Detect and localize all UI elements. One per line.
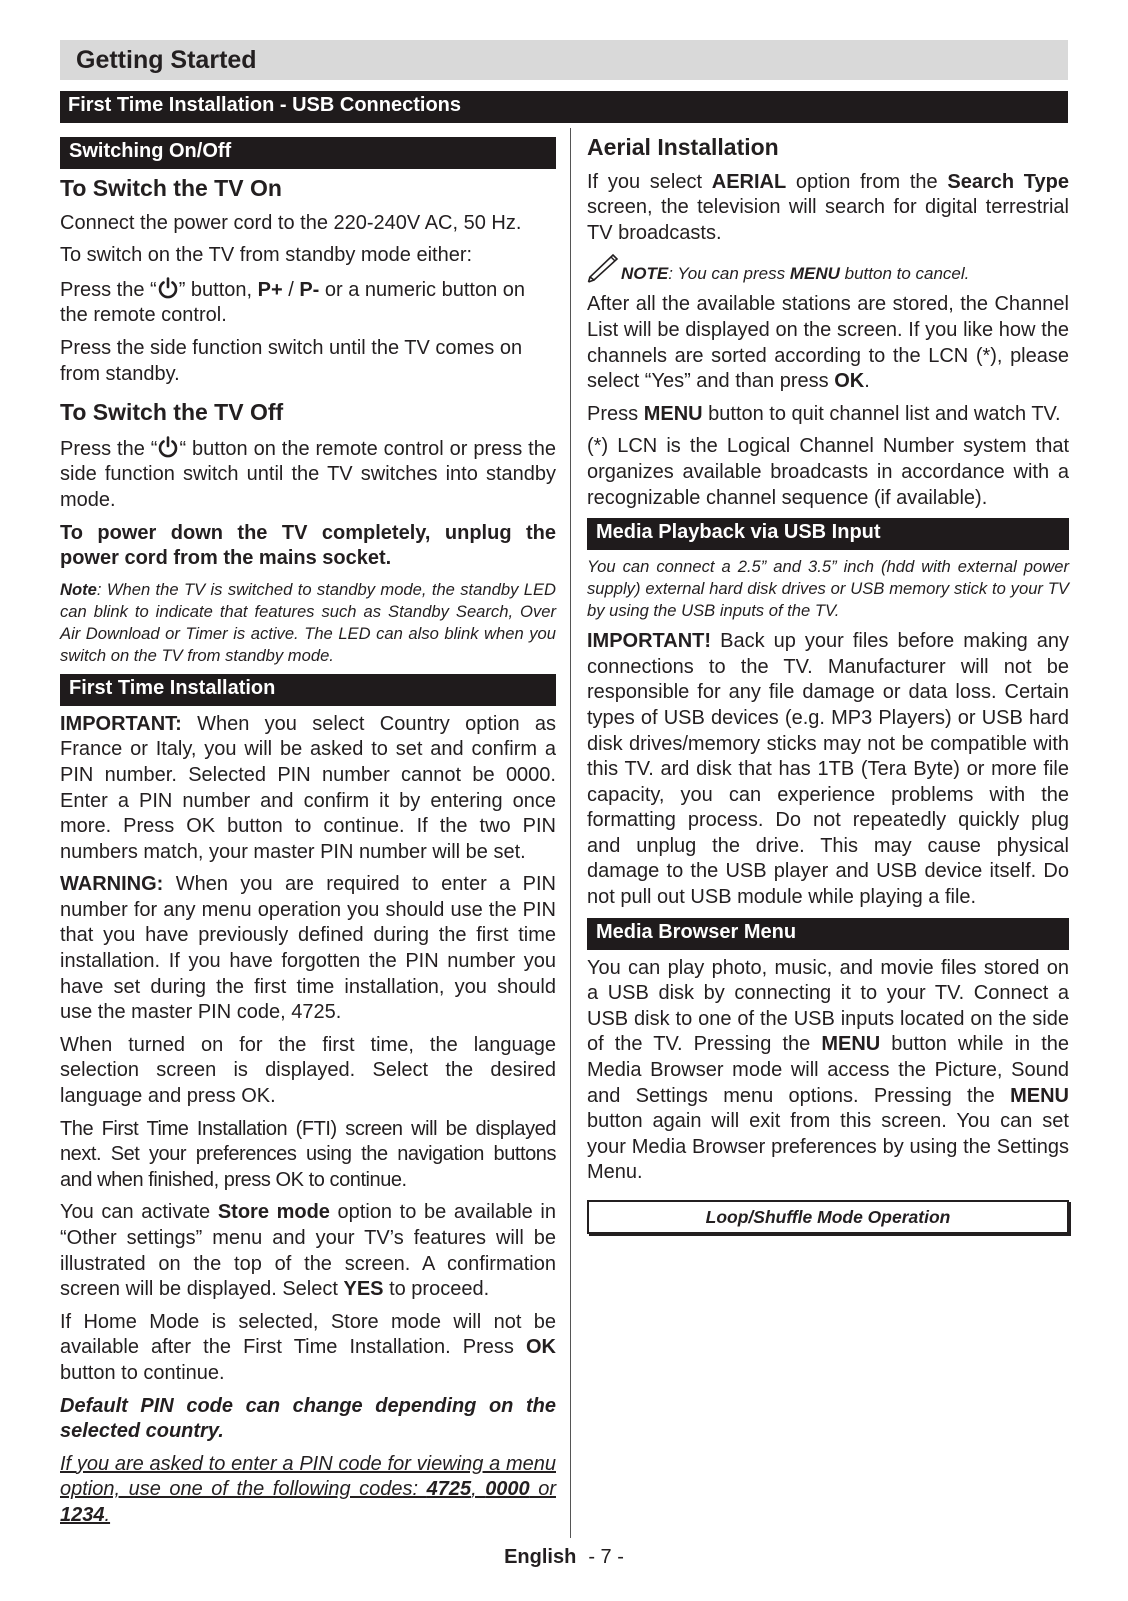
para-warning: WARNING: When you are required to enter a PIN number for any menu operation you should use the PIN that you have previously defined during the first time installation. If you have forgotten the PIN number you have set during the first time installation, you should use the master PIN code, 4725. (60, 873, 556, 1024)
column-divider (570, 128, 571, 1538)
para-fti: The First Time Installation (FTI) screen will be displayed next. Set your preferences using the navigation buttons and when finished, press OK to continue. (60, 1117, 556, 1191)
note-usb: You can connect a 2.5” and 3.5” inch (hdd with external power supply) external hard disk drives or USB memory stick to your TV by using the USB inputs of the TV. (587, 557, 1069, 621)
para-after-stored: After all the available stations are stored, the Channel List will be displayed on the screen. If you like how the channels are sorted according to the LCN (*), please select “Yes” and than press OK. (587, 293, 1069, 393)
para-switch-off: Press the “ “ button on the remote control or press the side function switch until the TV switches into standby mode. (60, 435, 556, 514)
heading-switch-off: To Switch the TV Off (60, 399, 284, 426)
para-store-mode: You can activate Store mode option to be available in “Other settings” menu and your TV’s features will be illustrated on the top of the screen. A confirmation screen will be displayed. Select YES to proceed. (60, 1201, 556, 1301)
para-home-mode: If Home Mode is selected, Store mode will not be available after the First Time Installation. Press OK button to continue. (60, 1310, 556, 1384)
para-side-switch: Press the side function switch until the TV comes on from standby. (60, 336, 523, 385)
power-icon (157, 435, 179, 459)
section-bar-switching: Switching On/Off (60, 137, 556, 169)
para-press-power: Press the “ ” button, P+ / P- or a numeric button on the remote control. (60, 276, 556, 329)
para-language: When turned on for the first time, the language selection screen is displayed. Select the desired language and press OK. (60, 1033, 556, 1108)
footer-language: English (504, 1546, 577, 1568)
section-bar-media-playback: Media Playback via USB Input (587, 518, 1069, 550)
para-default-pin: Default PIN code can change depending on the selected country. (60, 1394, 556, 1443)
main-section-bar: First Time Installation - USB Connections (60, 91, 1068, 123)
para-standby: To switch on the TV from standby mode either: (60, 244, 473, 267)
heading-aerial: Aerial Installation (587, 134, 779, 160)
para-media-browser: You can play photo, music, and movie files stored on a USB disk by connecting it to your TV. Connect a USB disk to one of the USB inputs located on the side of the TV. Pressing the MENU button while in the Media Browser mode will access the Picture, Sound and Settings menu options. Pressing the MENU button again will exit from this screen. You can set your Media Browser preferences by using the Settings Menu. (587, 956, 1070, 1184)
heading-switch-on: To Switch the TV On (60, 175, 282, 201)
para-power-down: To power down the TV completely, unplug the power cord from the mains socket. (60, 521, 556, 570)
para-lcn: (*) LCN is the Logical Channel Number system that organizes available broadcasts in accordance with a recognizable channel sequence (if available). (587, 435, 1069, 509)
page-number: - 7 - (588, 1546, 624, 1568)
para-aerial: If you select AERIAL option from the Search Type screen, the television will search for digital terrestrial TV broadcasts. (587, 170, 1069, 244)
power-icon (157, 276, 179, 300)
section-bar-media-browser: Media Browser Menu (587, 918, 1069, 950)
note-standby: Note: When the TV is switched to standby mode, the standby LED can blink to indicate that features such as Standby Search, Over Air Download or Timer is active. The LED can also blink when you switch on the TV from standby mode. (60, 579, 556, 665)
left-column (60, 137, 556, 1536)
loop-shuffle-box: Loop/Shuffle Mode Operation (587, 1200, 1069, 1234)
para-connect: Connect the power cord to the 220-240V AC, 50 Hz. (60, 211, 522, 234)
pencil-note-icon (587, 253, 621, 283)
para-important-usb: IMPORTANT! Back up your files before making any connections to the TV. Manufacturer will not be responsible for any file damage or data loss. Certain types of USB devices (e.g. MP3 Players) or USB hard disk drives/memory sticks may not be compatible with this TV. ard disk that has 1TB (Tera Byte) or more file capacity, you can experience problems with the formatting process. Do not repeatedly quickly plug and unplug the drive. This may cause physical damage to the USB player and USB device itself. Do not pull out USB module while playing a file. (587, 630, 1069, 909)
page-title: Getting Started (60, 40, 1068, 80)
para-important: IMPORTANT: When you select Country option as France or Italy, you will be asked to set and confirm a PIN number. Selected PIN number cannot be 0000. Enter a PIN number and confirm it by entering once more. Press OK button to continue. If the two PIN numbers match, your master PIN number will be set. (60, 712, 556, 863)
para-press-menu: Press MENU button to quit channel list and watch TV. (587, 402, 1061, 425)
right-column (587, 134, 1070, 1234)
para-pin-codes: If you are asked to enter a PIN code for viewing a menu option, use one of the following codes: 4725, 0000 or 1234. (60, 1452, 556, 1526)
section-bar-fti: First Time Installation (60, 674, 556, 706)
note-cancel: NOTE: You can press MENU button to cancel. (587, 253, 1069, 285)
page-footer (0, 1546, 1128, 1569)
